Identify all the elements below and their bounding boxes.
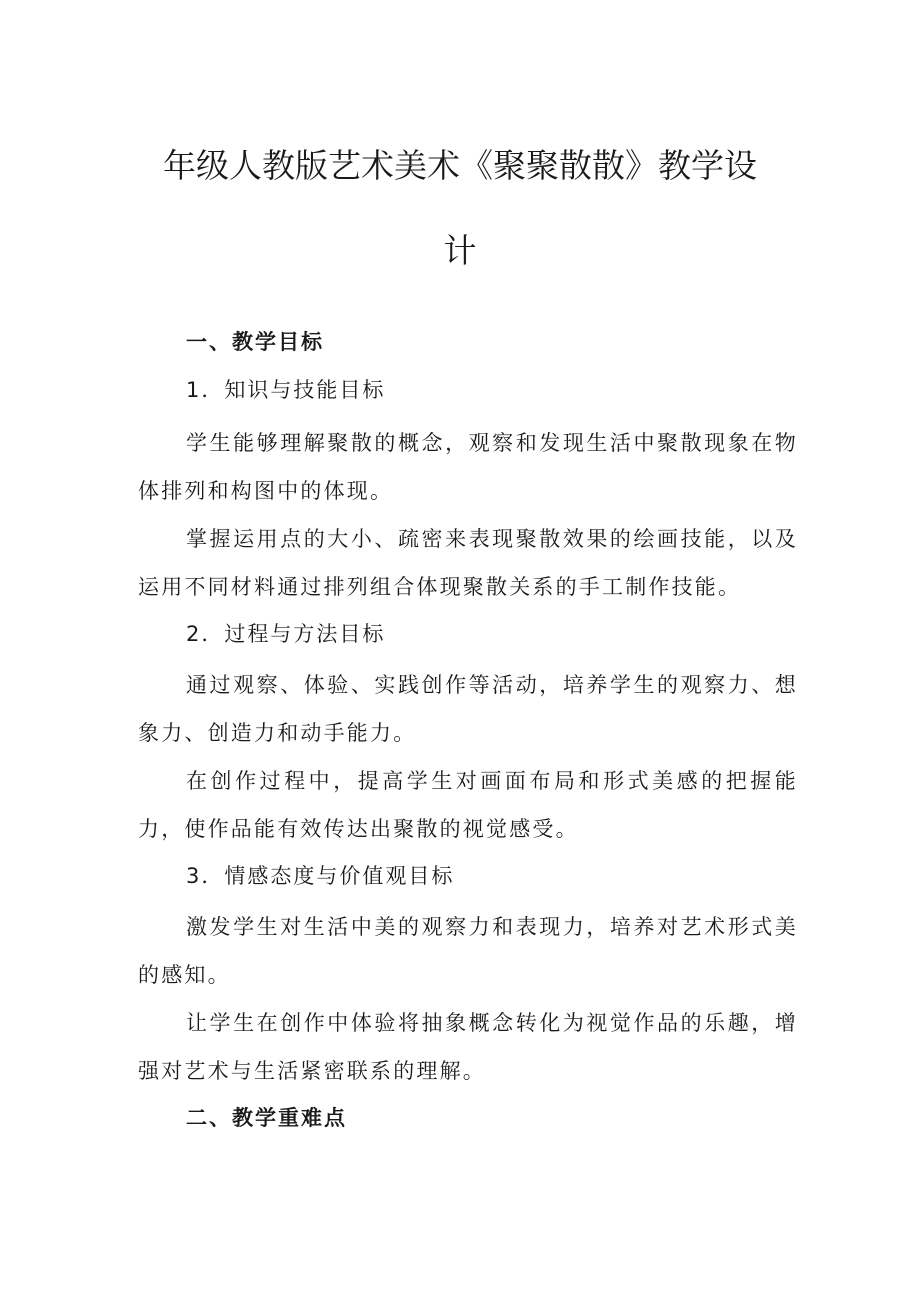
paragraph-knowledge-1: 学生能够理解聚散的概念，观察和发现生活中聚散现象在物体排列和构图中的体现。: [138, 431, 798, 503]
subsection-label-attitude: 3．情感态度与价值观目标: [186, 864, 455, 888]
subsection-label-process: 2．过程与方法目标: [186, 622, 386, 646]
paragraph-process-2: 在创作过程中，提高学生对画面布局和形式美感的把握能力，使作品能有效传达出聚散的视觉感受。: [138, 769, 798, 841]
subsection-label-knowledge: 1．知识与技能目标: [186, 378, 386, 402]
paragraph-attitude-1: 激发学生对生活中美的观察力和表现力，培养对艺术形式美的感知。: [138, 915, 798, 987]
paragraph-process-1: 通过观察、体验、实践创作等活动，培养学生的观察力、想象力、创造力和动手能力。: [138, 673, 798, 745]
section-heading-objectives: 一、教学目标: [186, 330, 324, 354]
section-heading-key-points: 二、教学重难点: [186, 1106, 347, 1130]
paragraph-attitude-2: 让学生在创作中体验将抽象概念转化为视觉作品的乐趣，增强对艺术与生活紧密联系的理解。: [138, 1011, 798, 1083]
paragraph-knowledge-2: 掌握运用点的大小、疏密来表现聚散效果的绘画技能，以及运用不同材料通过排列组合体现聚散关系的手工制作技能。: [138, 527, 798, 599]
document-title-line-1: 年级人教版艺术美术《聚聚散散》教学设: [163, 146, 757, 185]
document-title-line-2: 计: [443, 231, 477, 270]
